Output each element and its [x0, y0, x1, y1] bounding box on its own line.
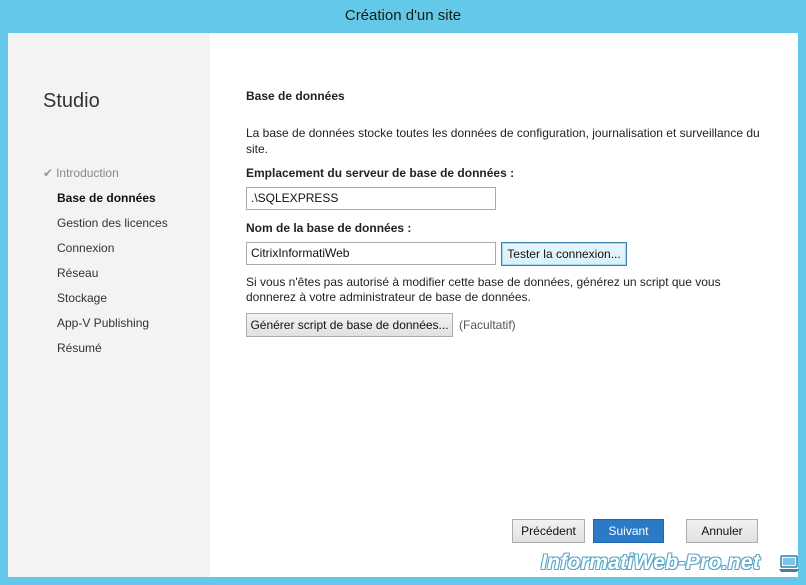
step-stockage — [43, 288, 168, 313]
step-label: Résumé — [57, 341, 102, 355]
back-button[interactable]: Précédent — [512, 519, 585, 543]
step-label: Connexion — [57, 241, 115, 255]
step-label: Stockage — [57, 291, 108, 305]
step-label: Introduction — [56, 166, 119, 180]
wizard-window — [8, 33, 798, 577]
step-resume — [43, 338, 168, 363]
database-name-input[interactable]: CitrixInformatiWeb — [246, 242, 496, 265]
checkmark-icon: ✔ — [43, 166, 54, 180]
next-button[interactable]: Suivant — [593, 519, 664, 543]
step-connexion — [43, 238, 168, 263]
wizard-steps — [43, 163, 168, 363]
server-location-input[interactable]: .\SQLEXPRESS — [246, 187, 496, 210]
section-description: La base de données stocke toutes les données de configuration, journalisation et surveillance du site. — [246, 126, 760, 156]
window-title: Création d'un site — [0, 0, 806, 33]
watermark: InformatiWeb-Pro.net — [541, 551, 761, 574]
step-label: Gestion des licences — [57, 216, 168, 230]
database-name-label: Nom de la base de données : — [246, 221, 412, 235]
step-base-de-donnees — [43, 188, 168, 213]
laptop-icon — [778, 554, 800, 574]
step-app-v-publishing — [43, 313, 168, 338]
step-label: App-V Publishing — [57, 316, 150, 330]
optional-label: (Facultatif) — [459, 318, 516, 332]
wizard-sidebar — [8, 33, 210, 577]
section-title: Base de données — [246, 89, 345, 103]
permission-hint: Si vous n'êtes pas autorisé à modifier cette base de données, générez un script que vous donnerez à votre administrateur de base de données. — [246, 275, 721, 304]
step-gestion-des-licences — [43, 213, 168, 238]
step-introduction — [43, 163, 168, 188]
step-label: Réseau — [57, 266, 99, 280]
cancel-button[interactable]: Annuler — [686, 519, 758, 543]
server-location-label: Emplacement du serveur de base de données : — [246, 166, 515, 180]
test-connection-button[interactable]: Tester la connexion... — [501, 242, 627, 266]
active-step-pointer-icon — [205, 192, 211, 204]
sidebar-title: Studio — [43, 90, 100, 112]
generate-script-button[interactable]: Générer script de base de données... — [246, 313, 453, 337]
step-label: Base de données — [57, 191, 156, 205]
step-reseau — [43, 263, 168, 288]
